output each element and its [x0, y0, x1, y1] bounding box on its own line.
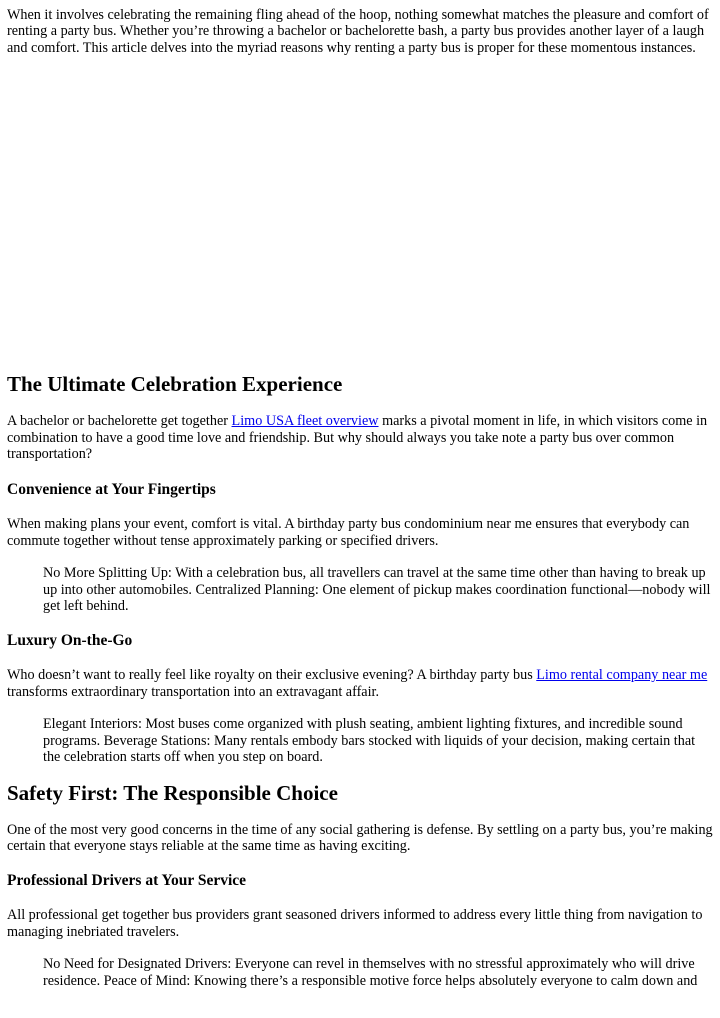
section-heading-ultimate-celebration: The Ultimate Celebration Experience — [7, 372, 343, 397]
section-paragraph — [7, 667, 713, 700]
limo-usa-fleet-link[interactable]: Limo USA fleet overview — [231, 413, 379, 430]
blockquote: No More Splitting Up: With a celebration bus, all travellers can travel at the same time other than having to break up up into other automobiles. Centralized Planning: One element of pickup makes coordination functional—nobody will get left behind. — [43, 565, 711, 615]
subheading-convenience: Convenience at Your Fingertips — [7, 481, 216, 499]
subheading-luxury: Luxury On-the-Go — [7, 632, 133, 650]
section-paragraph: When making plans your event, comfort is vital. A birthday party bus condominium near me ensures that everybody can commute together without tense approximately parking or specified drivers. — [7, 516, 690, 549]
intro-paragraph: When it involves celebrating the remaining fling ahead of the hoop, nothing somewhat matches the pleasure and comfort of renting a party bus. Whether you’re throwing a bachelor or bachelorette bash, a party bus provides another layer of a laugh and comfort. This article delves into the myriad reasons why renting a party bus is proper for these momentous instances. — [7, 7, 709, 56]
subheading-professional-drivers: Professional Drivers at Your Service — [7, 872, 247, 890]
paragraph-text: Who doesn’t want to really feel like royalty on their exclusive evening? A birthday party bus — [7, 667, 537, 684]
paragraph-text: marks a pivotal moment in life, in which visitors come in combination to have a good time love and friendship. But why should always you take note a party bus over common transportation? — [7, 413, 708, 463]
section-heading-safety-first: Safety First: The Responsible Choice — [7, 780, 338, 805]
section-paragraph — [7, 413, 713, 462]
paragraph-text: A bachelor or bachelorette get together — [7, 413, 232, 430]
blockquote: No Need for Designated Drivers: Everyone can revel in themselves with no stressful approximately who will drive residence. Peace of Mind: Knowing there’s a responsible motive force helps absolutely everyone to calm down and — [43, 956, 698, 989]
paragraph-text: transforms extraordinary transportation into an extravagant affair. — [7, 683, 380, 700]
embedded-media-placeholder — [7, 56, 713, 372]
section-paragraph: One of the most very good concerns in the time of any social gathering is defense. By settling on a party bus, you’re making certain that everyone stays reliable at the same time as having exciting. — [7, 821, 713, 854]
blockquote: Elegant Interiors: Most buses come organized with plush seating, ambient lighting fixtures, and incredible sound programs. Beverage Stations: Many rentals embody bars stocked with liquids of your decision, making certain that the celebration starts off when you step on board. — [43, 716, 696, 766]
limo-rental-company-link[interactable]: Limo rental company near me — [536, 667, 708, 684]
section-paragraph: All professional get together bus providers grant seasoned drivers informed to address every little thing from navigation to managing inebriated travelers. — [7, 907, 703, 940]
